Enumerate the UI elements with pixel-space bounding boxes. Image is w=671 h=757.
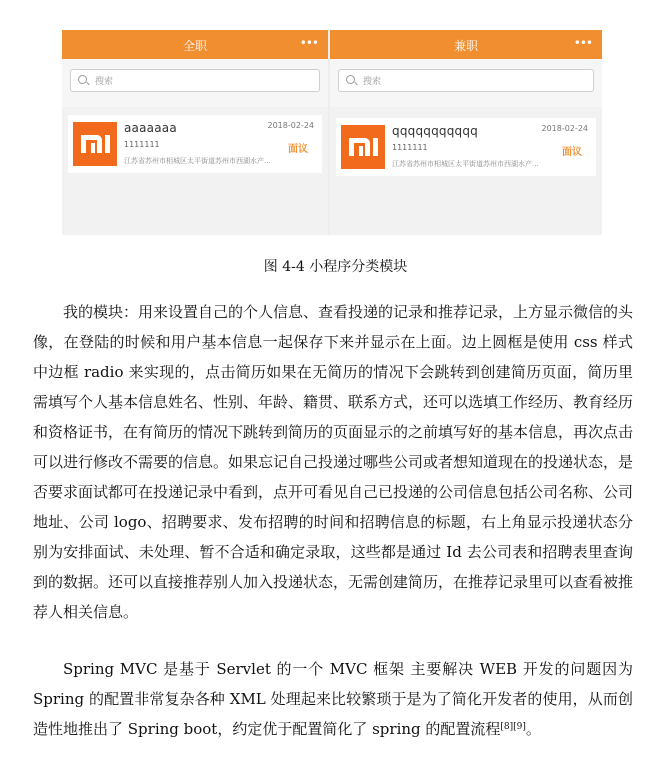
mi-logo-icon [341,125,385,169]
figure-screenshot [62,30,602,235]
salary-text: 1111111 [392,143,428,152]
company-name: qqqqqqqqqqq [392,124,478,138]
search-placeholder: 搜索 [95,77,114,87]
miniprogram-panel-parttime [330,30,602,235]
search-area [62,59,328,107]
citation: [8][9] [500,722,526,732]
salary-text: 1111111 [124,140,160,149]
figure-caption: 图 4-4 小程序分类模块 [263,259,408,275]
search-area [330,59,602,107]
body-paragraph-1: 我的模块：用来设置自己的个人信息、查看投递的记录和推荐记录，上方显示微信的头像，在登陆的时候和用户基本信息一起保存下来并显示在上面。边上圆框是使用 css 样式中边框 radio 来实现的，点击简历如果在无简历的情况下会跳转到创建简历页面，简历里需填写个人基本信息姓名、性别、年龄、籍贯、联系方式，还可以选填工作经历、教育经历和资格证书，在有简历的情况下跳转到简历的页面显示的之前填写好的基本信息，再次点击可以进行修改不需要的信息。如果忘记自己投递过哪些公司或者想知道现在的投递状态，是否要求面试都可在投递记录中看到，点开可看见自己已投递的公司信息包括公司名称、公司地址、公司 logo、招聘要求、发布招聘的时间和招聘信息的标题，右上角显示投递状态分别为安排面试、未处理、暂不合适和确定录取，这些都是通过 Id 去公司表和招聘表里查询到的数据。还可以直接推荐别人加入投递状态，无需创建简历，在推荐记录里可以查看被推荐人相关信息。 [33,303,634,621]
job-card[interactable] [68,115,322,173]
more-dots-icon[interactable]: ••• [573,36,592,50]
search-input[interactable] [338,69,594,92]
job-card[interactable] [336,118,596,176]
paragraph-2-text: Spring MVC 是基于 Servlet 的一个 MVC 框架 主要解决 WEB 开发的问题因为 Spring 的配置非常复杂各种 XML 处理起来比较繁琐于是为了简化开发者的使用，从而创造性地推出了 Spring boot，约定优于配置简化了 spring 的配置流程 [33,660,633,738]
miniprogram-panel-fulltime [62,30,328,235]
search-icon [78,75,87,84]
search-icon [346,75,355,84]
paragraph-2-end: 。 [525,720,541,738]
top-bar [62,30,328,59]
address-text: 江苏省苏州市相城区太平街道苏州市西湖水产... [124,157,271,165]
salary-status: 面议 [288,144,308,155]
company-logo [73,122,117,166]
company-name: aaaaaaa [124,121,177,135]
top-bar [330,30,602,59]
address-text: 江苏省苏州市相城区太平街道苏州市西湖水产... [392,160,539,168]
company-logo [341,125,385,169]
search-input[interactable] [70,69,320,92]
salary-status: 面议 [562,147,582,158]
post-date: 2018-02-24 [541,124,588,133]
tab-title[interactable]: 兼职 [453,39,478,53]
post-date: 2018-02-24 [267,121,314,130]
body-paragraph-2 [33,654,633,744]
more-dots-icon[interactable]: ••• [299,36,318,50]
search-placeholder: 搜索 [363,77,382,87]
mi-logo-icon [73,122,117,166]
tab-title[interactable]: 全职 [182,39,207,53]
